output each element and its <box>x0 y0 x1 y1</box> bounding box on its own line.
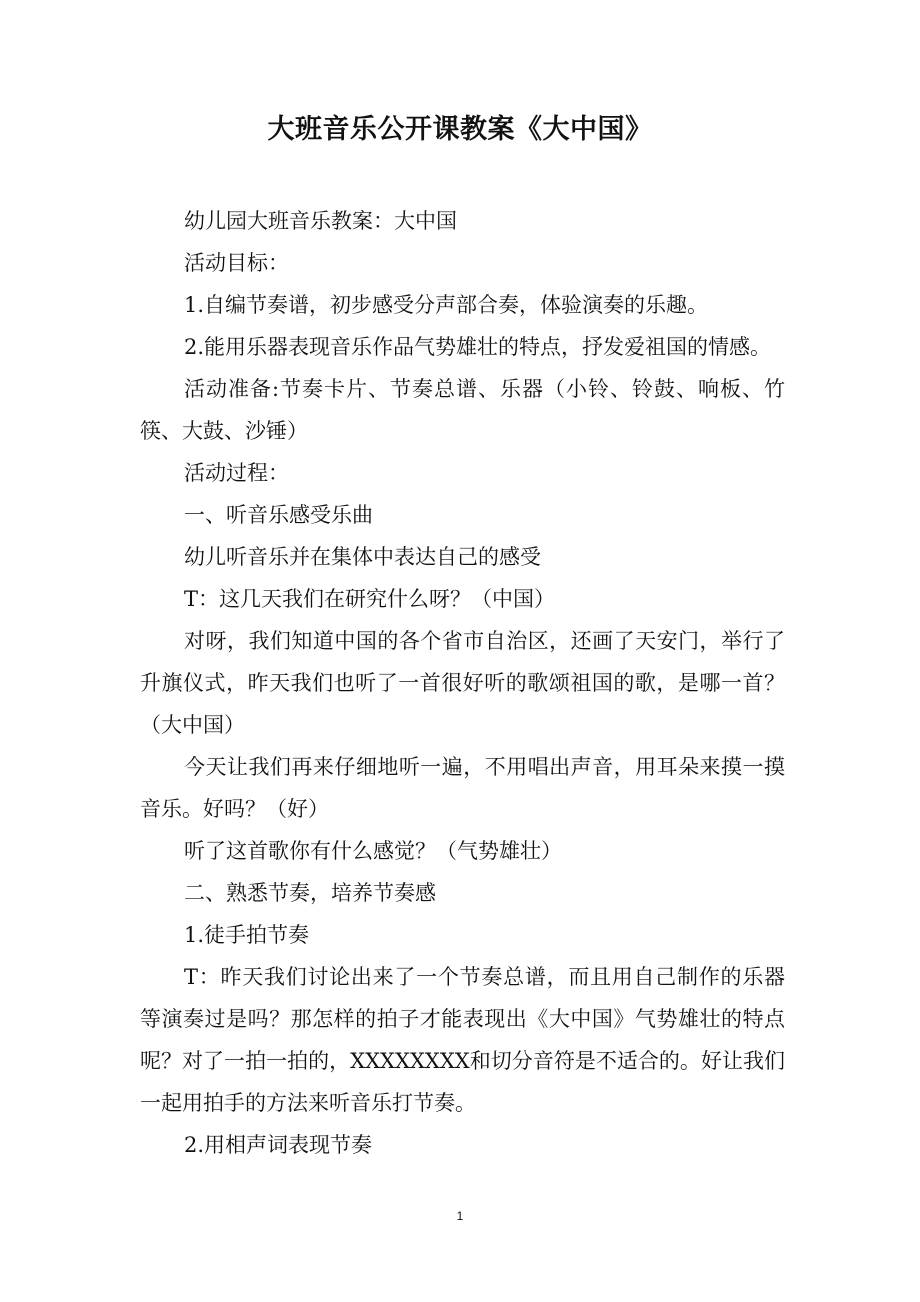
paragraph-listen: 幼儿听音乐并在集体中表达自己的感受 <box>184 545 541 569</box>
paragraph-preparation: 活动准备:节奏卡片、节奏总谱、乐器（小铃、铃鼓、响板、竹筷、大鼓、沙锤） <box>140 377 785 443</box>
paragraph-feeling: 听了这首歌你有什么感觉？（气势雄壮） <box>184 839 562 863</box>
paragraph-listen-again: 今天让我们再来仔细地听一遍，不用唱出声音，用耳朵来摸一摸音乐。好吗？（好） <box>140 755 785 821</box>
page-number: 1 <box>456 1209 464 1223</box>
document-title: 大班音乐公开课教案《大中国》 <box>267 114 653 145</box>
paragraph-process-heading: 活动过程： <box>184 461 289 485</box>
paragraph-goal-1: 1.自编节奏谱，初步感受分声部合奏，体验演奏的乐趣。 <box>184 293 709 317</box>
paragraph-step-2: 2.用相声词表现节奏 <box>184 1133 373 1157</box>
paragraph-step-1: 1.徒手拍节奏 <box>184 923 310 947</box>
paragraph-rhythm-discussion: T：昨天我们讨论出来了一个节奏总谱，而且用自己制作的乐器等演奏过是吗？那怎样的拍子才能表现出《大中国》气势雄壮的特点呢？对了一拍一拍的，XXXXXXXX和切分音符是不适合的。好让我们一起用拍手的方法来听音乐打节奏。 <box>140 965 785 1115</box>
paragraph-answer-1: 对呀，我们知道中国的各个省市自治区，还画了天安门，举行了升旗仪式，昨天我们也听了一首很好听的歌颂祖国的歌，是哪一首？（大中国） <box>140 629 785 737</box>
paragraph-section-1: 一、听音乐感受乐曲 <box>184 503 373 527</box>
document-body <box>140 200 785 1166</box>
paragraph-section-2: 二、熟悉节奏，培养节奏感 <box>184 881 436 905</box>
paragraph-intro: 幼儿园大班音乐教案：大中国 <box>184 209 457 233</box>
paragraph-question-1: T：这几天我们在研究什么呀？（中国） <box>184 587 556 611</box>
paragraph-goal-2: 2.能用乐器表现音乐作品气势雄壮的特点，抒发爱祖国的情感。 <box>184 335 772 359</box>
paragraph-goals-heading: 活动目标： <box>184 251 289 275</box>
